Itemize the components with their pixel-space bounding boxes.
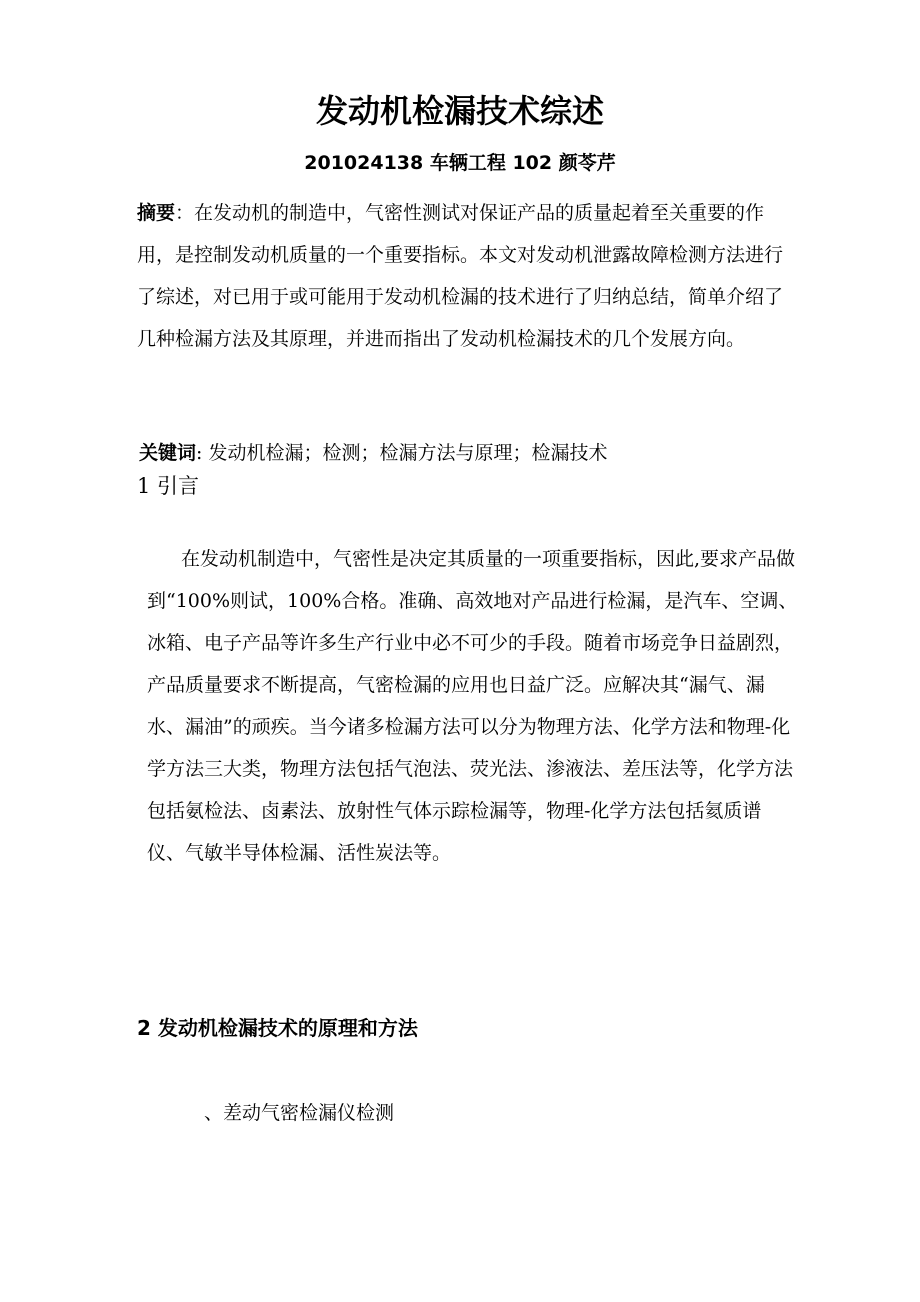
section-2-subheading: 、差动气密检漏仪检测 <box>204 1102 395 1124</box>
page-title: 发动机检漏技术综述 <box>315 92 604 130</box>
keywords-line <box>139 438 799 468</box>
section-1-paragraph: 在发动机制造中，气密性是决定其质量的一项重要指标，因此,要求产品做到“100%则试，100%合格。准确、高效地对产品进行检漏，是汽车、空调、冰箱、电子产品等许多生产行业中必不可少的手段。随着市场竞争日益剧烈，产品质量要求不断提高，气密检漏的应用也日益广泛。应解决其“漏气、漏水、漏油”的顽疾。当今诸多检漏方法可以分为物理方法、化学方法和物理-化学方法三大类，物理方法包括气泡法、荧光法、渗液法、差压法等，化学方法包括氨检法、卤素法、放射性气体示踪检漏等，物理-化学方法包括氦质谱仪、气敏半导体检漏、活性炭法等。 <box>147 548 798 864</box>
keywords-label: 关键词 <box>139 442 197 464</box>
keywords-text: 发动机检漏；检测；检漏方法与原理；检漏技术 <box>208 442 608 464</box>
section-2-heading: 2 发动机检漏技术的原理和方法 <box>137 1016 418 1040</box>
abstract-text: 在发动机的制造中，气密性测试对保证产品的质量起着至关重要的作用，是控制发动机质量的一个重要指标。本文对发动机泄露故障检测方法进行了综述，对已用于或可能用于发动机检漏的技术进行了归纳总结，简单介绍了几种检漏方法及其原理，并进而指出了发动机检漏技术的几个发展方向。 <box>137 202 784 350</box>
author-line: 201024138 车辆工程 102 颜苓芹 <box>304 152 616 174</box>
keywords-separator: : <box>196 442 209 464</box>
abstract-paragraph <box>137 192 797 360</box>
abstract-separator: ： <box>175 202 195 224</box>
section-1-heading: 1 引言 <box>137 474 200 498</box>
abstract-label: 摘要 <box>137 202 176 224</box>
